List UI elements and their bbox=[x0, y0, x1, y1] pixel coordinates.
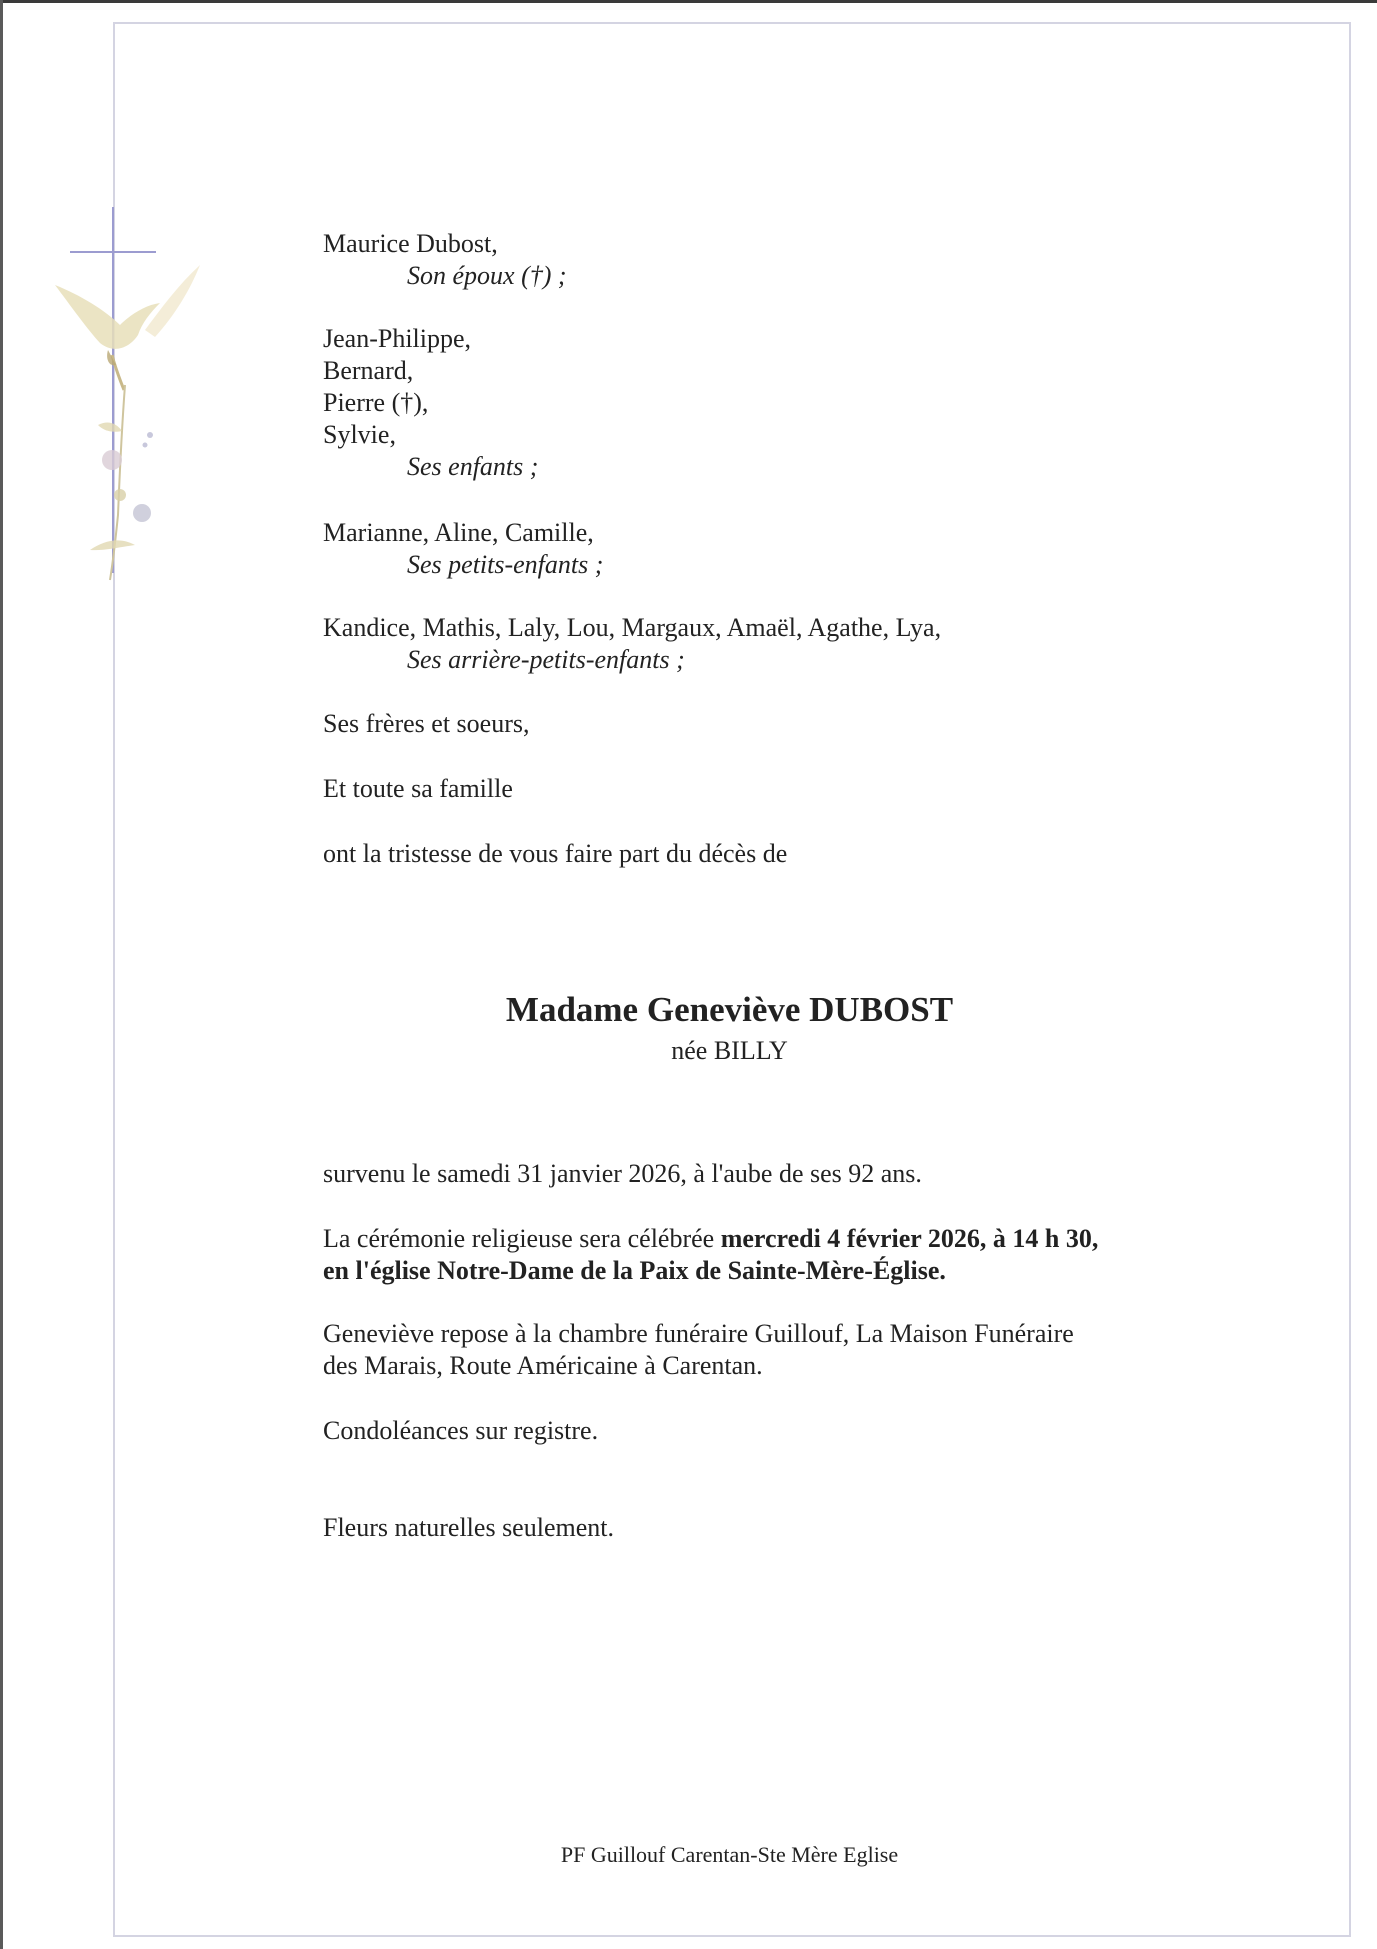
ceremony-block bbox=[323, 1223, 1098, 1287]
child-name: Sylvie, bbox=[323, 420, 396, 449]
family-line bbox=[323, 773, 513, 805]
condolences-text: Condoléances sur registre. bbox=[323, 1416, 599, 1445]
grandchildren-names: Marianne, Aline, Camille, bbox=[323, 518, 594, 547]
deceased-maiden-name: née BILLY bbox=[671, 1036, 788, 1065]
ceremony-intro: La cérémonie religieuse sera célébrée bbox=[323, 1224, 721, 1253]
spouse-name: Maurice Dubost, bbox=[323, 229, 498, 258]
funeral-home-footer: PF Guillouf Carentan-Ste Mère Eglise bbox=[560, 1842, 899, 1867]
ceremony-place: en l'église Notre-Dame de la Paix de Sainte-Mère-Église. bbox=[323, 1256, 946, 1285]
announce-line bbox=[323, 838, 787, 870]
ceremony-line-1 bbox=[323, 1223, 1098, 1255]
child-name: Pierre (†), bbox=[323, 388, 429, 417]
announce-text: ont la tristesse de vous faire part du décès de bbox=[323, 839, 788, 868]
death-line bbox=[323, 1158, 922, 1190]
great-grandchildren-role: Ses arrière-petits-enfants ; bbox=[407, 645, 685, 674]
scan-left-edge bbox=[0, 0, 3, 1949]
spouse-block bbox=[323, 228, 567, 292]
child-name: Jean-Philippe, bbox=[323, 324, 472, 353]
condolences-line bbox=[323, 1415, 598, 1447]
flowers-line bbox=[323, 1512, 614, 1544]
rest-line-2: des Marais, Route Américaine à Carentan. bbox=[323, 1351, 763, 1380]
siblings-text: Ses frères et soeurs, bbox=[323, 709, 530, 738]
rest-line-1: Geneviève repose à la chambre funéraire Guillouf, La Maison Funéraire bbox=[323, 1319, 1074, 1348]
great-grandchildren-names: Kandice, Mathis, Laly, Lou, Margaux, Amaël, Agathe, Lya, bbox=[323, 613, 942, 642]
flowers-text: Fleurs naturelles seulement. bbox=[323, 1513, 614, 1542]
scan-top-edge bbox=[0, 0, 1377, 3]
children-block bbox=[323, 323, 538, 483]
great-grandchildren-block bbox=[323, 612, 941, 676]
deceased-name: Madame Geneviève DUBOST bbox=[505, 990, 954, 1029]
rest-block bbox=[323, 1318, 1074, 1382]
cross-icon-horizontal bbox=[70, 251, 156, 253]
ceremony-line-2 bbox=[323, 1255, 1098, 1287]
family-text: Et toute sa famille bbox=[323, 774, 513, 803]
dove-icon bbox=[50, 255, 200, 585]
ceremony-date: mercredi 4 février 2026, à 14 h 30, bbox=[720, 1224, 1099, 1253]
death-text: survenu le samedi 31 janvier 2026, à l'aube de ses 92 ans. bbox=[323, 1159, 922, 1188]
children-role: Ses enfants ; bbox=[407, 452, 539, 481]
siblings-line bbox=[323, 708, 530, 740]
grandchildren-block bbox=[323, 517, 603, 581]
child-name: Bernard, bbox=[323, 356, 414, 385]
spouse-role: Son époux (†) ; bbox=[407, 261, 567, 290]
grandchildren-role: Ses petits-enfants ; bbox=[407, 550, 604, 579]
page-border bbox=[113, 22, 1351, 1937]
